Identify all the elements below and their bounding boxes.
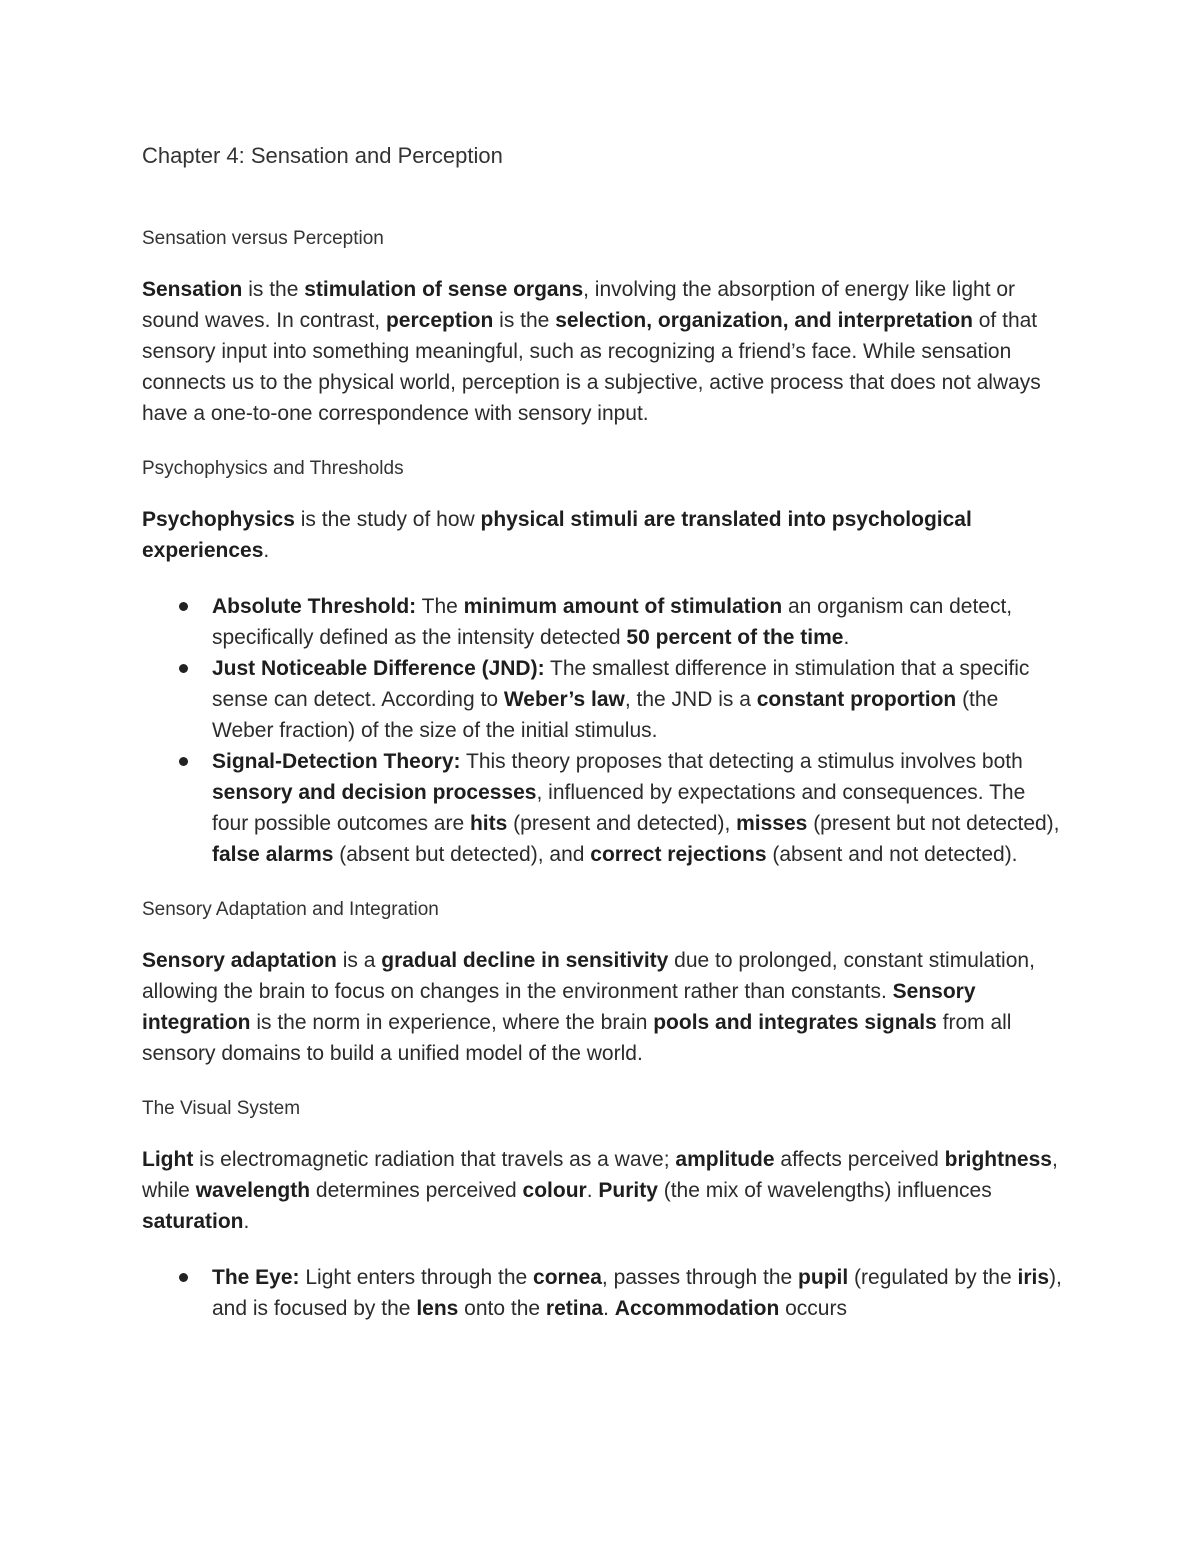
bold-term: Weber’s law (503, 688, 625, 711)
bullet-item (142, 653, 1062, 746)
bold-term: saturation (142, 1210, 244, 1233)
document-body (142, 224, 1062, 1324)
bullet-dot-icon (179, 664, 188, 673)
bullet-text (212, 1266, 1062, 1320)
paragraph (142, 274, 1062, 429)
bold-term: Sensory adaptation (142, 949, 337, 972)
bold-term: perception (385, 309, 494, 332)
text-run: . (843, 626, 850, 649)
paragraph (142, 945, 1062, 1069)
bold-term: amplitude (675, 1148, 775, 1171)
bullet-text (212, 657, 1029, 742)
bold-term: Purity (598, 1179, 658, 1202)
text-run: . (243, 1210, 250, 1233)
bold-term: Light (142, 1148, 194, 1171)
bold-term: gradual decline in sensitivity (381, 949, 669, 972)
text-run: . (603, 1297, 615, 1320)
bold-term: iris (1017, 1266, 1050, 1289)
document-page (142, 138, 1062, 1349)
bold-term: physical stimuli are translated into psychological experiences (142, 508, 972, 562)
text-run: is the norm in experience, where the brain (250, 1011, 654, 1034)
text-run: , the JND is a (624, 688, 757, 711)
text-run: is the (242, 278, 305, 301)
bullet-item (142, 591, 1062, 653)
text-run: This theory proposes that detecting a stimulus involves both (460, 750, 1023, 773)
bold-term: cornea (533, 1266, 602, 1289)
text-run: of that sensory input into something meaningful, such as recognizing a friend’s face. While sensation connects us to the physical world, perception is a subjective, active process that does not always have a one-to-one correspondence with sensory input. (142, 309, 1041, 425)
bold-term: stimulation of sense organs (304, 278, 584, 301)
bold-term: minimum amount of stimulation (463, 595, 783, 618)
text-run: is the study of how (294, 508, 481, 531)
bold-term: Sensation (142, 278, 243, 301)
bold-term: misses (736, 812, 808, 835)
bold-term: Accommodation (614, 1297, 780, 1320)
bullet-dot-icon (179, 1273, 188, 1282)
text-run: is the (493, 309, 556, 332)
text-run: (the mix of wavelengths) influences (657, 1179, 992, 1202)
bold-term: pupil (798, 1266, 849, 1289)
text-run: is a (336, 949, 382, 972)
text-run: affects perceived (774, 1148, 945, 1171)
bold-term: 50 percent of the time (626, 626, 844, 649)
text-run: (the Weber fraction) of the size of the initial stimulus. (212, 688, 999, 742)
bullet-text (212, 595, 1012, 649)
text-run: from all sensory domains to build a unified model of the world. (142, 1011, 1012, 1065)
text-run: , influenced by expectations and consequences. The four possible outcomes are (212, 781, 1026, 835)
section-heading: Sensory Adaptation and Integration (142, 899, 439, 920)
bold-term: Signal-Detection Theory: (212, 750, 461, 773)
paragraph (142, 504, 1062, 566)
section-heading: Psychophysics and Thresholds (142, 458, 404, 479)
bold-term: Just Noticeable Difference (JND): (212, 657, 545, 680)
section-heading: The Visual System (142, 1098, 301, 1119)
text-run: , while (142, 1148, 1058, 1202)
bold-term: false alarms (212, 843, 334, 866)
text-run: (present and detected), (507, 812, 737, 835)
bold-term: constant proportion (756, 688, 957, 711)
bold-term: Absolute Threshold: (212, 595, 417, 618)
text-run: due to prolonged, constant stimulation, allowing the brain to focus on changes in the environment rather than constants. (142, 949, 1035, 1003)
text-run: . (263, 539, 270, 562)
text-run: The (416, 595, 464, 618)
text-run: an organism can detect, specifically defined as the intensity detected (212, 595, 1013, 649)
bold-term: lens (416, 1297, 459, 1320)
paragraph (142, 1144, 1062, 1237)
bold-term: Psychophysics (142, 508, 295, 531)
text-run: ), and is focused by the (212, 1266, 1062, 1320)
bold-term: pools and integrates signals (653, 1011, 937, 1034)
bullet-list (142, 591, 1062, 870)
text-run: onto the (458, 1297, 546, 1320)
text-run: (absent but detected), and (333, 843, 591, 866)
bold-term: The Eye: (212, 1266, 300, 1289)
text-run: occurs (779, 1297, 847, 1320)
text-run: Light enters through the (299, 1266, 534, 1289)
bullet-list (142, 1262, 1062, 1324)
text-run: (regulated by the (848, 1266, 1018, 1289)
bullet-dot-icon (179, 602, 188, 611)
bold-term: colour (522, 1179, 587, 1202)
bold-term: Sensory integration (142, 980, 976, 1034)
bold-term: selection, organization, and interpretation (555, 309, 973, 332)
bullet-dot-icon (179, 757, 188, 766)
bold-term: wavelength (195, 1179, 311, 1202)
text-run: (present but not detected), (807, 812, 1060, 835)
text-run: , involving the absorption of energy like light or sound waves. In contrast, (142, 278, 1016, 332)
text-run: , passes through the (601, 1266, 799, 1289)
bold-term: retina (545, 1297, 604, 1320)
text-run: . (586, 1179, 599, 1202)
text-run: determines perceived (310, 1179, 523, 1202)
text-run: is electromagnetic radiation that travels as a wave; (193, 1148, 676, 1171)
bold-term: hits (469, 812, 508, 835)
bullet-item (142, 746, 1062, 870)
text-run: (absent and not detected). (766, 843, 1018, 866)
text-run: The smallest difference in stimulation that a specific sense can detect. According to (212, 657, 1030, 711)
bold-term: brightness (944, 1148, 1052, 1171)
bullet-text (212, 750, 1060, 866)
bullet-item (142, 1262, 1062, 1324)
chapter-title: Chapter 4: Sensation and Perception (142, 143, 503, 168)
bold-term: correct rejections (590, 843, 767, 866)
bold-term: sensory and decision processes (212, 781, 537, 804)
section-heading: Sensation versus Perception (142, 228, 384, 249)
